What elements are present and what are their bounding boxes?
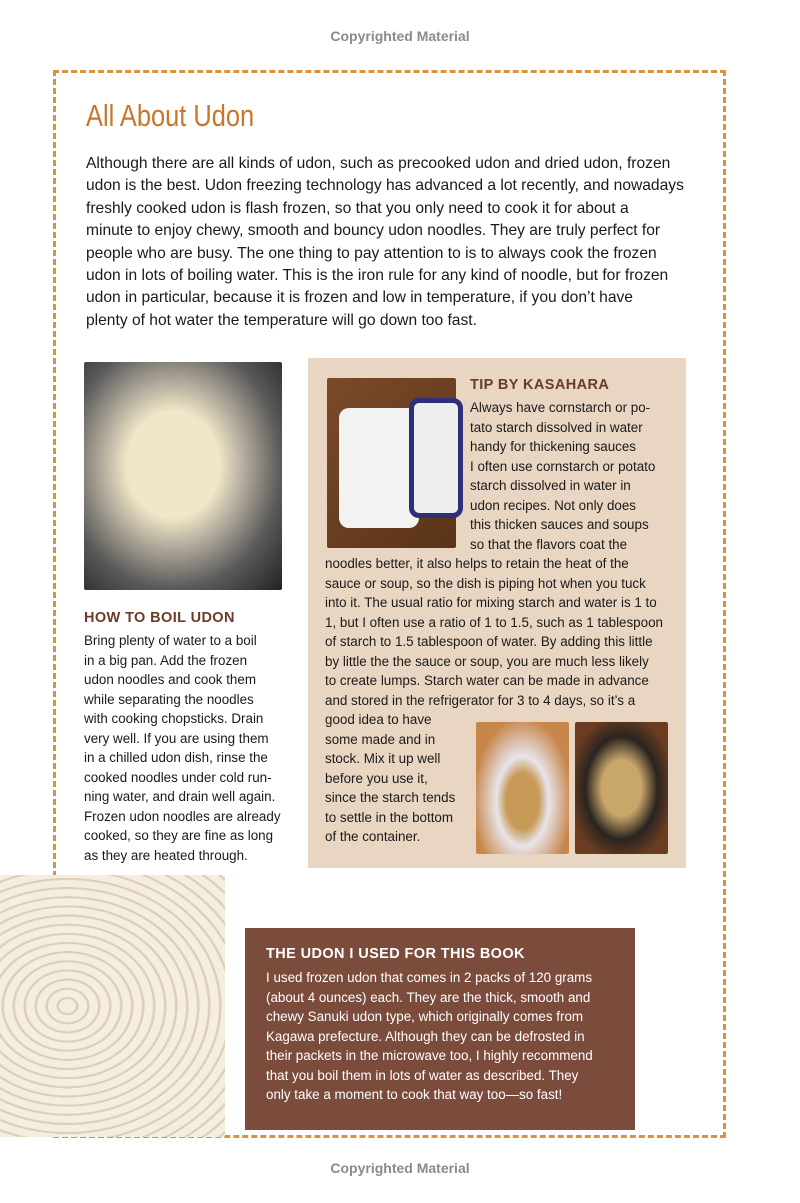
text-line: minute to enjoy chewy, smooth and bouncy udon noodles. They are truly perfect for (86, 222, 661, 240)
udon-used-heading: THE UDON I USED FOR THIS BOOK (266, 946, 525, 962)
text-line: tato starch dissolved in water (470, 419, 643, 435)
text-line: handy for thickening sauces (470, 439, 636, 454)
text-line: (about 4 ounces) each. They are the thick, smooth and (266, 989, 591, 1005)
text-line: so that the flavors coat the (470, 536, 628, 552)
udon-used-box (245, 928, 635, 1130)
text-line: Although there are all kinds of udon, such as precooked udon and dried udon, frozen (86, 155, 671, 172)
how-to-boil-text (84, 631, 281, 865)
text-line: 1, but I often use a ratio of 1 to 1.5, such as 1 tablespoon (325, 614, 663, 630)
text-line: plenty of hot water the temperature will go down too fast. (86, 311, 477, 329)
text-line: in a chilled udon dish, rinse the (84, 750, 268, 765)
intro-paragraph (86, 153, 684, 332)
text-line: Frozen udon noodles are already (84, 808, 281, 824)
text-line: into it. The usual ratio for mixing starch and water is 1 to (325, 595, 657, 610)
text-line: udon recipes. Not only does (470, 497, 636, 513)
text-line: by little the the sauce or soup, you are much less likely (325, 653, 649, 669)
text-line: sauce or soup, so the dish is piping hot when you tuck (325, 575, 646, 591)
text-line: with cooking chopsticks. Drain (84, 711, 264, 726)
text-line: Bring plenty of water to a boil (84, 633, 257, 648)
tip-text-b (325, 554, 663, 710)
udon-soup-photo (575, 722, 668, 854)
text-line: good idea to have (325, 712, 432, 727)
text-line: Kagawa prefecture. Although they can be defrosted in (266, 1028, 585, 1044)
text-line: as they are heated through. (84, 847, 248, 863)
tip-box (308, 358, 686, 868)
text-line: stock. Mix it up well (325, 751, 441, 766)
starch-container-photo (327, 378, 456, 548)
udon-used-text (266, 968, 593, 1105)
copyright-notice: Copyrighted Material (330, 28, 470, 44)
text-line: this thicken sauces and soups (470, 517, 649, 532)
starch-bowl-photo (476, 722, 569, 854)
text-line: in a big pan. Add the frozen (84, 652, 248, 668)
text-line: starch dissolved in water in (470, 478, 631, 493)
tip-text-c (325, 710, 455, 847)
tip-text-a (470, 398, 655, 554)
tip-heading: TIP BY KASAHARA (470, 377, 610, 393)
text-line: chewy Sanuki udon type, which originally comes from (266, 1009, 584, 1024)
text-line: while separating the noodles (84, 691, 254, 707)
text-line: of starch to 1.5 tablespoon of water. By adding this little (325, 634, 653, 649)
text-line: their packets in the microwave too, I highly recommend (266, 1048, 593, 1063)
text-line: before you use it, (325, 770, 428, 786)
text-line: only take a moment to cook that way too—so fast! (266, 1087, 563, 1102)
text-line: udon in particular, because it is frozen and low in temperature, if you don’t have (86, 289, 633, 307)
text-line: very well. If you are using them (84, 730, 269, 746)
text-line: ning water, and drain well again. (84, 789, 276, 804)
copyright-notice-bottom: Copyrighted Material (330, 1160, 470, 1176)
text-line: freshly cooked udon is flash frozen, so that you only need to cook it for about a (86, 199, 629, 217)
text-line: udon is the best. Udon freezing technology has advanced a lot recently, and nowadays (86, 177, 684, 195)
boiling-udon-photo (84, 362, 282, 590)
text-line: Always have cornstarch or po- (470, 400, 651, 415)
text-line: of the container. (325, 829, 421, 844)
text-line: udon noodles and cook them (84, 672, 256, 687)
text-line: some made and in (325, 731, 436, 747)
text-line: since the starch tends (325, 790, 456, 805)
page-title: All About Udon (86, 98, 255, 133)
text-line: udon in lots of boiling water. This is the iron rule for any kind of noodle, but for frozen (86, 267, 669, 285)
text-line: I often use cornstarch or potato (470, 458, 656, 474)
text-line: to settle in the bottom (325, 809, 454, 825)
text-line: cooked noodles under cold run- (84, 769, 272, 785)
text-line: noodles better, it also helps to retain the heat of the (325, 556, 629, 571)
text-line: and stored in the refrigerator for 3 to 4 days, so it’s a (325, 692, 636, 708)
text-line: I used frozen udon that comes in 2 packs of 120 grams (266, 970, 593, 985)
text-line: cooked, so they are fine as long (84, 828, 274, 843)
frozen-udon-package-photo (0, 875, 225, 1137)
how-to-boil-heading: HOW TO BOIL UDON (84, 610, 235, 626)
text-line: to create lumps. Starch water can be made in advance (325, 673, 649, 688)
text-line: people who are busy. The one thing to pay attention to is to always cook the frozen (86, 244, 657, 262)
text-line: that you boil them in lots of water as described. They (266, 1067, 579, 1083)
